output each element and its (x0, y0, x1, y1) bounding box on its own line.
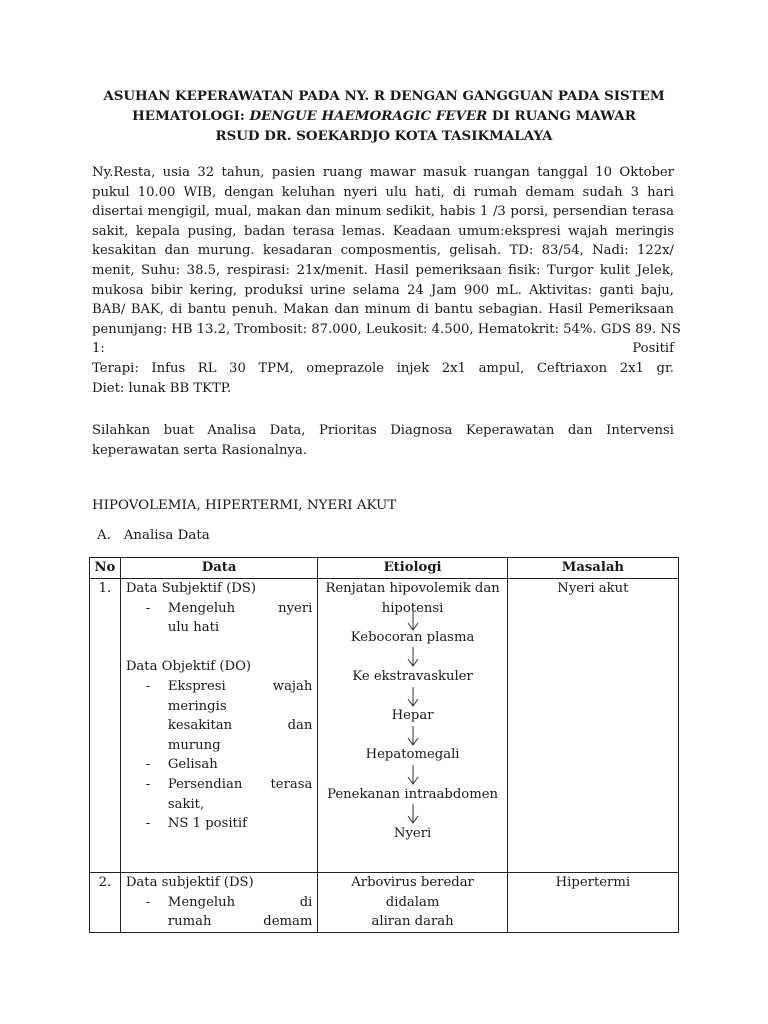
case-line: mukosa bibir kering, produksi urine selama 24 Jam 900 mL. Aktivitas: ganti baju, (92, 282, 674, 298)
data-cell: Data Subjektif (DS) - Mengeluh nyeri ulu hati Data Objektif (DO) - Ekspresi wajah meringis kesakitan dan murung - Gelisah - Persendian terasa sakit, - NS 1 positif (120, 579, 318, 873)
table-row (90, 873, 679, 933)
case-line: penunjang: HB 13.2, Trombosit: 87.000, Leukosit: 4.500, Hematokrit: 54%. GDS 89. NS (92, 321, 681, 337)
list-item: - Ekspresi wajah meringis kesakitan dan murung (145, 678, 313, 753)
masalah-cell: Hipertermi (507, 873, 678, 933)
instruction-paragraph: Silahkan buat Analisa Data, Prioritas Diagnosa Keperawatan dan Intervensi keperawatan serta Rasionalnya. (92, 423, 674, 458)
title-line-3: RSUD DR. SOEKARDJO KOTA TASIKMALAYA (215, 128, 553, 144)
row-number: 2. (90, 873, 121, 933)
case-line: kesakitan dan murung. kesadaran composmentis, gelisah. TD: 83/54, Nadi: 122x/ (92, 243, 674, 259)
header-masalah: Masalah (507, 558, 678, 579)
header-data: Data (120, 558, 318, 579)
title-line-1: ASUHAN KEPERAWATAN PADA NY. R DENGAN GANGGUAN PADA SISTEM (103, 88, 665, 104)
header-etiologi: Etiologi (318, 558, 507, 579)
list-item: - NS 1 positif (145, 816, 247, 832)
table-header-row (90, 558, 679, 579)
case-line: pukul 10.00 WIB, dengan keluhan nyeri ulu hati, di rumah demam sudah 3 hari (92, 184, 674, 200)
etiologi-cell: Renjatan hipovolemik dan hipotensi Kebocoran plasma Ke ekstravaskuler Hepar Hepatomegali Penekanan intraabdomen Nyeri (318, 579, 507, 873)
list-item: - Mengeluh di rumah demam (145, 894, 313, 930)
list-item: - Persendian terasa sakit, (145, 776, 313, 812)
list-item: - Mengeluh nyeri ulu hati (145, 600, 313, 636)
document-title (90, 86, 678, 146)
down-arrow-icon (323, 726, 501, 746)
header-no: No (90, 558, 121, 579)
list-item: - Gelisah (145, 757, 218, 773)
row-number: 1. (90, 579, 121, 873)
data-cell: Data subjektif (DS) - Mengeluh di rumah demam (120, 873, 318, 933)
down-arrow-icon (323, 804, 501, 824)
section-a-heading: A. Analisa Data (97, 528, 210, 543)
down-arrow-icon (323, 687, 501, 707)
down-arrow-icon (323, 609, 501, 629)
down-arrow-icon (323, 765, 501, 785)
therapy-line: Terapi: Infus RL 30 TPM, omeprazole injek 2x1 ampul, Ceftriaxon 2x1 gr. (92, 360, 674, 376)
down-arrow-icon (323, 647, 501, 667)
case-line: BAB/ BAK, di bantu penuh. Makan dan minum di bantu sebagian. Hasil Pemeriksaan (92, 302, 674, 318)
case-line: Ny.Resta, usia 32 tahun, pasien ruang mawar masuk ruangan tanggal 10 Oktober (92, 165, 674, 180)
diet-line: Diet: lunak BB TKTP. (92, 380, 232, 396)
case-paragraph (92, 163, 681, 398)
table-row (90, 579, 679, 873)
case-line: disertai mengigil, mual, makan dan minum sedikit, habis 1 /3 porsi, persendian terasa (92, 204, 674, 220)
analysis-table (89, 557, 679, 933)
case-line: sakit, kepala pusing, badan terasa lemas. Keadaan umum:ekspresi wajah meringis (92, 223, 674, 239)
masalah-cell: Nyeri akut (507, 579, 678, 873)
title-line-2: HEMATOLOGI: DENGUE HAEMORAGIC FEVER DI RUANG MAWAR (132, 108, 636, 124)
title-disease-italic: DENGUE HAEMORAGIC FEVER (249, 108, 488, 124)
case-line: menit, Suhu: 38.5, respirasi: 21x/menit. Hasil pemeriksaan fisik: Turgor kulit Jelek, (92, 262, 674, 278)
diagnoses-heading: HIPOVOLEMIA, HIPERTERMI, NYERI AKUT (92, 498, 397, 513)
etiologi-cell: Arbovirus beredar didalam aliran darah (318, 873, 507, 933)
ns-result-line: 1: Positif (92, 341, 674, 357)
